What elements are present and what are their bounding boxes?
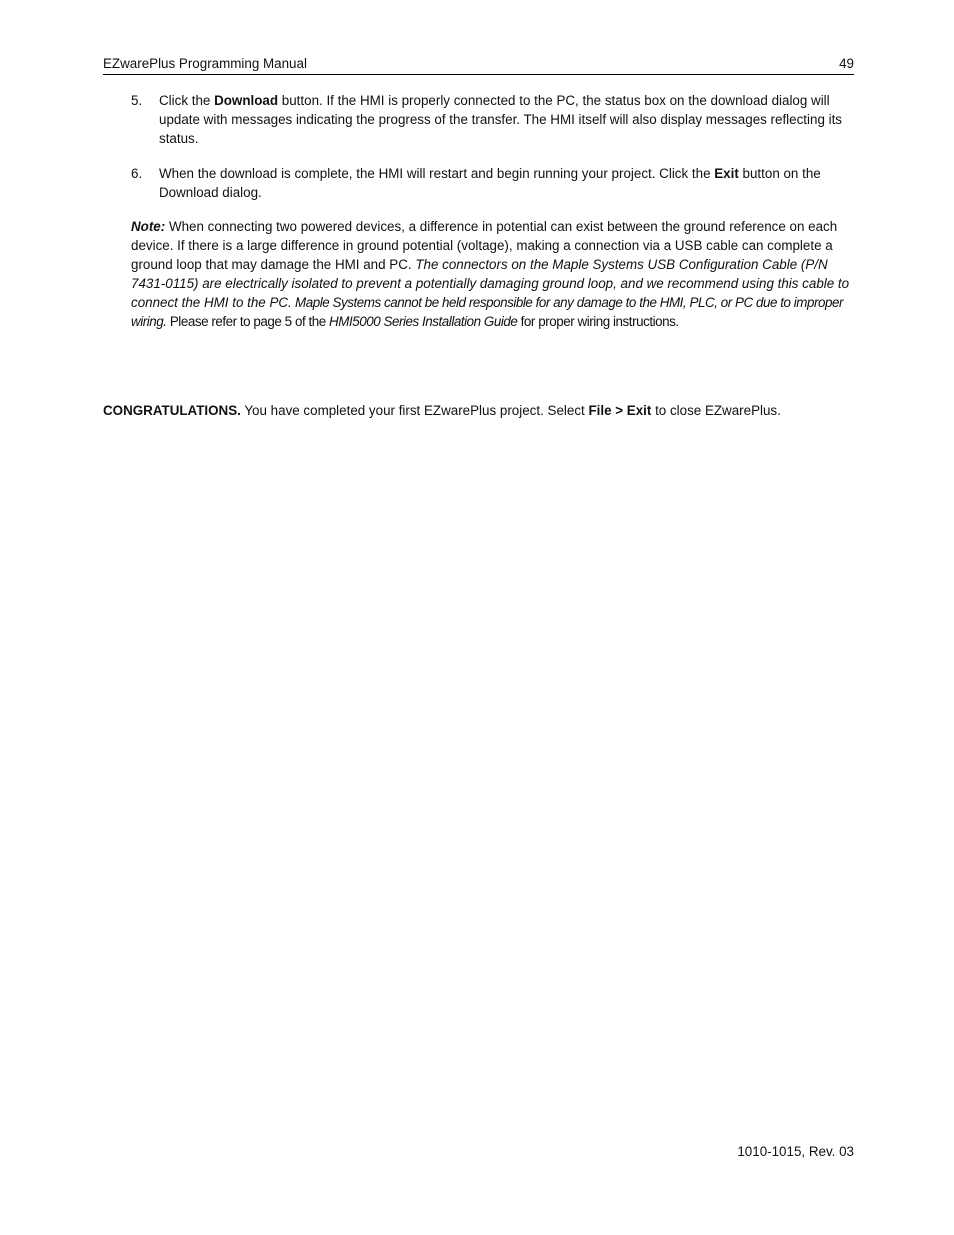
header-divider [103, 74, 854, 75]
note-text-3: for proper wiring instructions. [517, 314, 679, 329]
document-number: 1010-1015, Rev. 03 [737, 1144, 854, 1159]
note-label: Note: [131, 219, 166, 234]
congrats-heading: CONGRATULATIONS. [103, 403, 241, 418]
step-text [159, 91, 853, 148]
congratulations-paragraph [103, 401, 854, 420]
wiring-note [131, 217, 853, 331]
step-text [159, 164, 853, 202]
step-number: 6. [131, 166, 143, 181]
step-text-prefix: When the download is complete, the HMI will restart and begin running your project. Click the [159, 166, 715, 181]
page-header [103, 56, 854, 76]
page-number: 49 [839, 56, 854, 71]
file-exit-menu-reference: File > Exit [588, 403, 652, 418]
congrats-text-1: You have completed your first EZwarePlus project. Select [240, 403, 589, 418]
step-text-suffix: button on the Download dialog. [159, 166, 821, 200]
note-italic-1: The connectors on the Maple Systems USB Configuration Cable (P/N 7431-0115) are electrically isolated to prevent a potentially damaging ground loop, and we recommend using this cable to connect the HMI to the PC. [131, 257, 850, 310]
step-text-suffix: button. If the HMI is properly connected to the PC, the status box on the download dialog will update with messages indicating the progress of the transfer. The HMI itself will also display messages reflecting its status. [159, 93, 843, 146]
note-text-2: Please refer to page 5 of the [166, 314, 330, 329]
note-text-1: When connecting two powered devices, a difference in potential can exist between the ground reference on each device. If there is a large difference in ground potential (voltage), making a connection via a USB cable can complete a ground loop that may damage the HMI and PC. [131, 219, 838, 272]
congrats-text-2: to close EZwarePlus. [651, 403, 781, 418]
note-italic-2: Maple Systems cannot be held responsible for any damage to the HMI, PLC, or PC due to improper wiring. [131, 295, 843, 329]
exit-button-reference: Exit [714, 166, 739, 181]
installation-guide-title: HMI5000 Series Installation Guide [329, 314, 518, 329]
step-number: 5. [131, 93, 143, 108]
manual-title: EZwarePlus Programming Manual [103, 56, 307, 71]
download-button-reference: Download [214, 93, 279, 108]
step-text-prefix: Click the [159, 93, 215, 108]
